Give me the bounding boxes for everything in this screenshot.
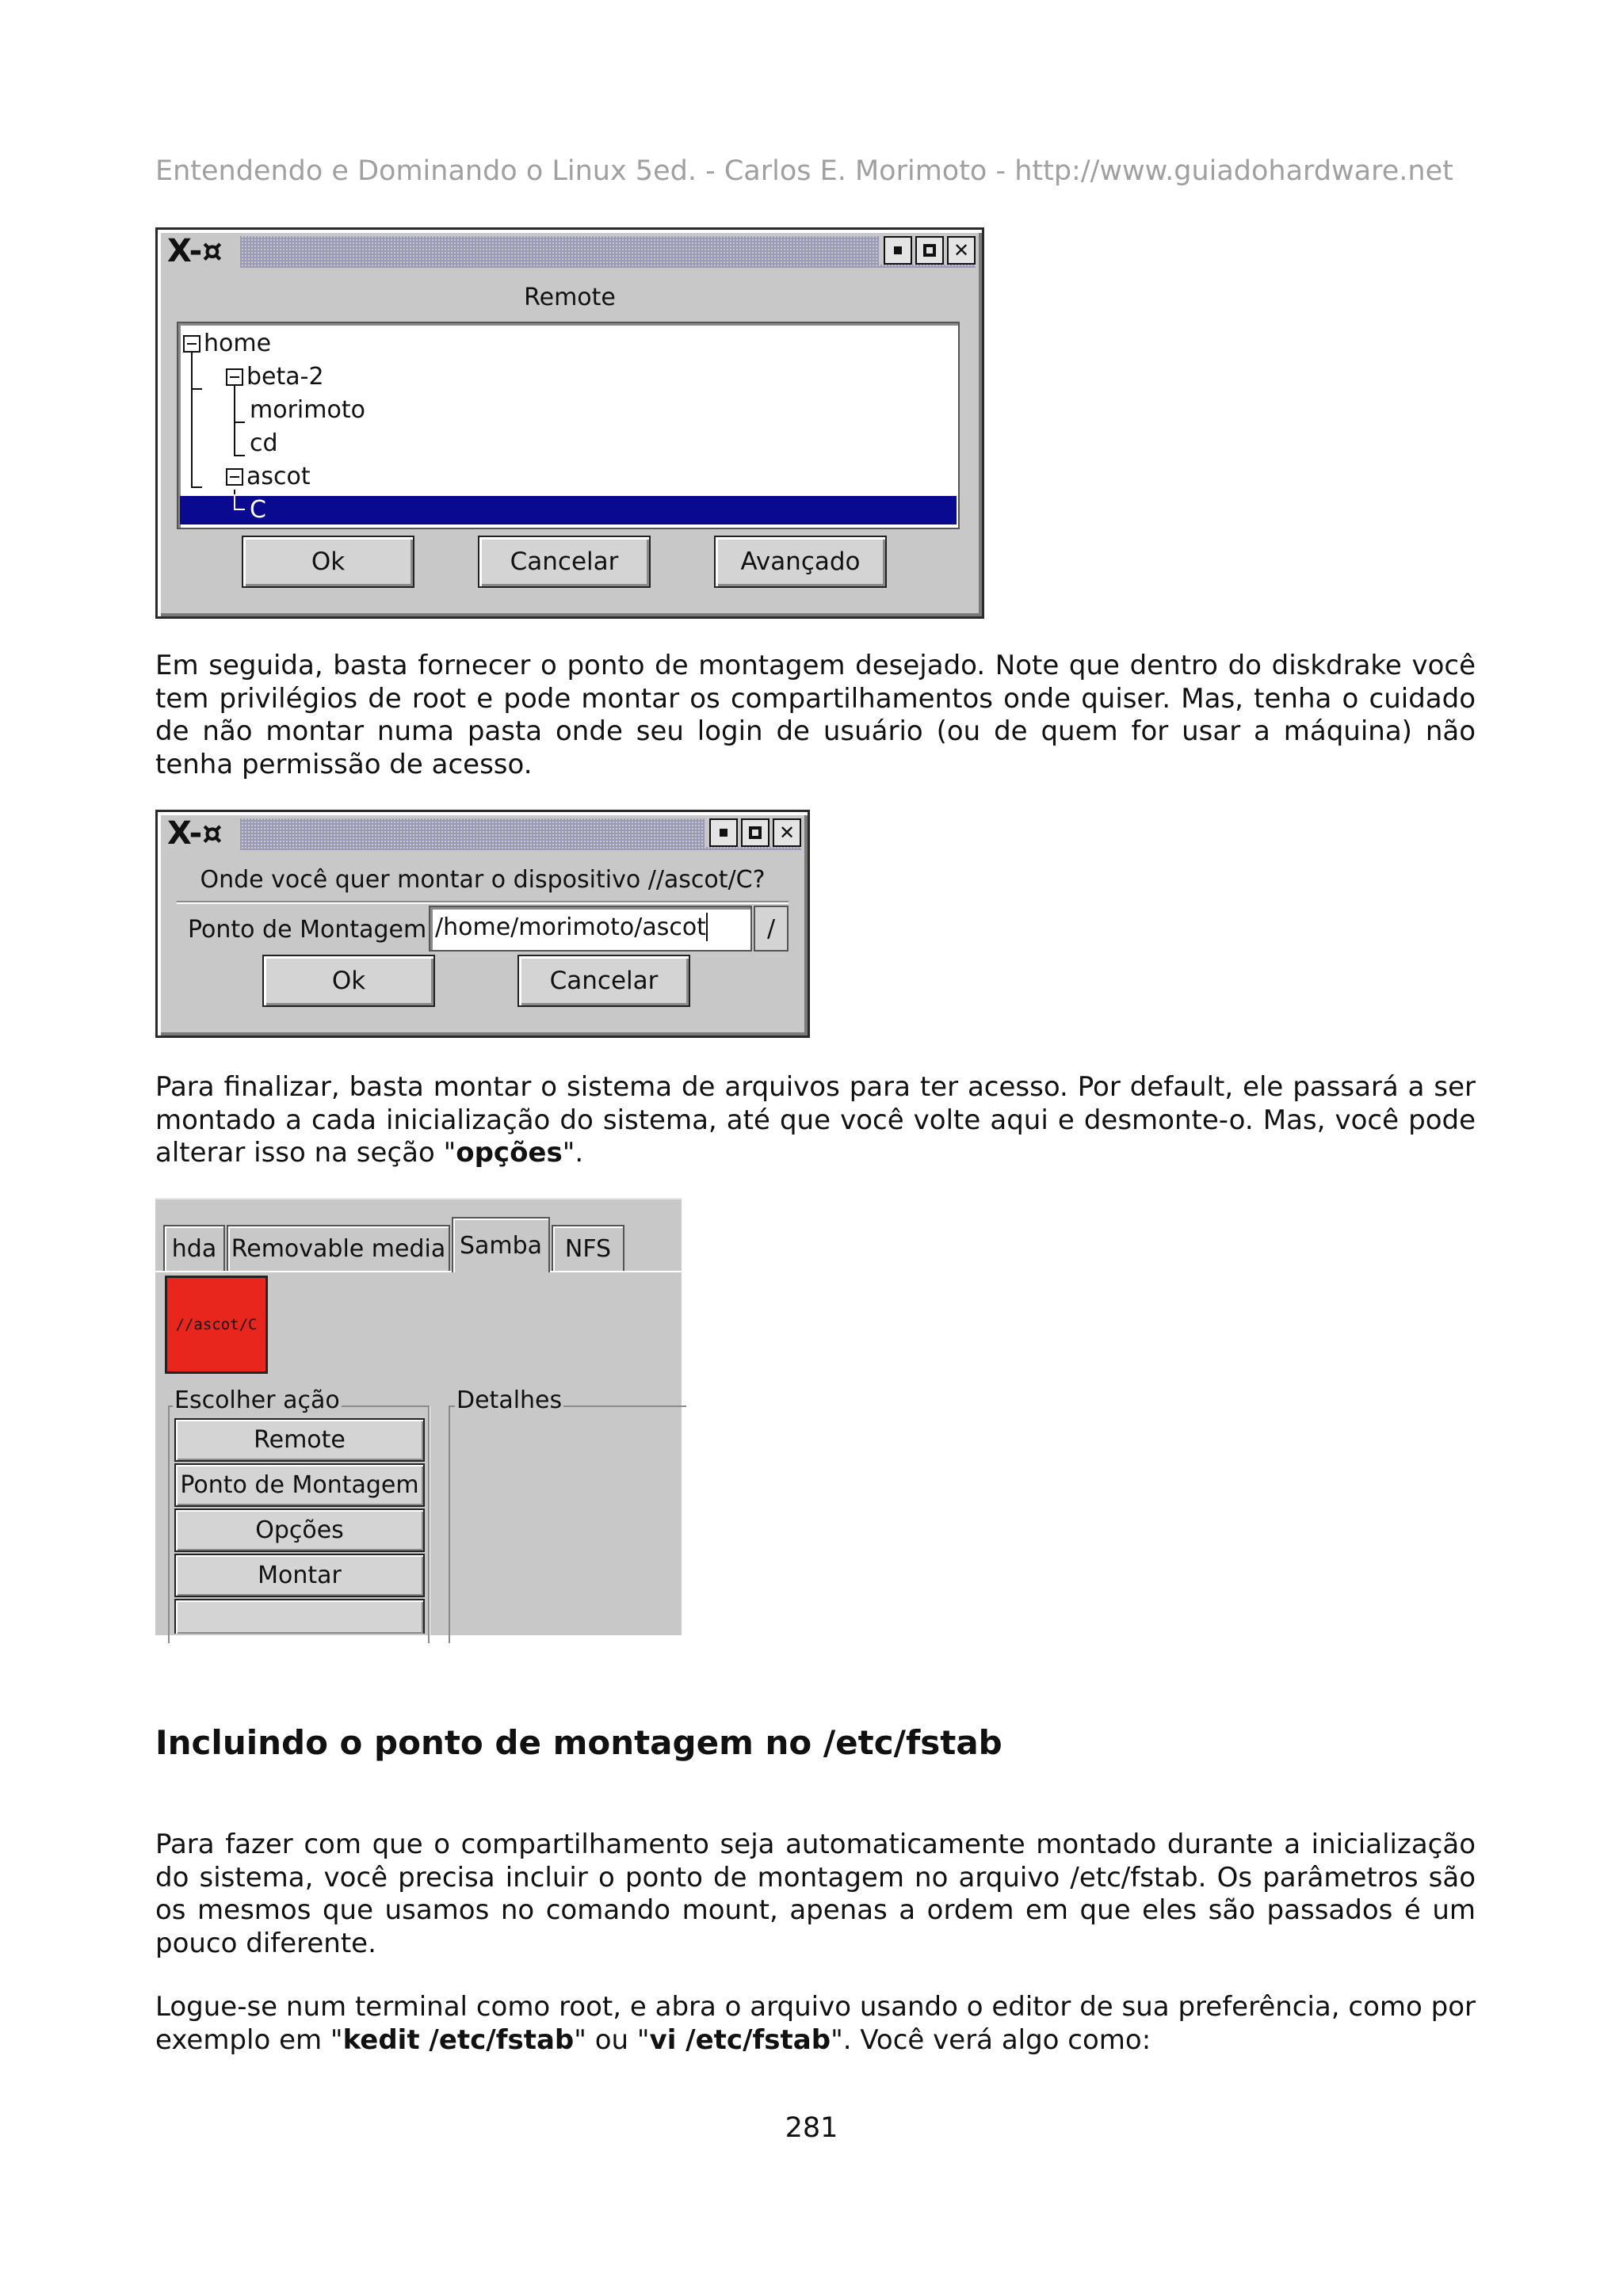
tree-line <box>234 509 245 510</box>
mount-question: Onde você quer montar o dispositivo //ascot/C? <box>200 866 766 894</box>
close-icon[interactable] <box>947 236 976 265</box>
tree-node-label: cd <box>250 429 278 457</box>
collapse-icon[interactable] <box>226 468 243 486</box>
tree-node-cd[interactable] <box>250 428 278 460</box>
tree-line <box>191 388 202 390</box>
collapse-icon[interactable] <box>183 335 200 353</box>
x-logo-icon[interactable]: X-¤ <box>164 818 240 850</box>
paragraph-mount-point: Em seguida, basta fornecer o ponto de montagem desejado. Note que dentro do diskdrake você tem privilégios de root e pode montar os compartilhamentos onde quiser. Mas, tenha o cuidado de não montar numa pasta onde seu login de usuário (ou de quem for usar a máquina) não tenha permissão de acesso. <box>155 650 1476 780</box>
share-label: //ascot/C <box>175 1316 258 1333</box>
tree-node-label: ascot <box>246 463 311 490</box>
remote-dialog-window <box>155 227 984 619</box>
tab-strip-line <box>155 1271 682 1272</box>
bold-vi-command: vi /etc/fstab <box>649 2023 831 2056</box>
remote-button[interactable]: Remote <box>174 1418 425 1462</box>
tree-line <box>234 385 235 456</box>
mount-point-dialog-window <box>155 810 810 1038</box>
empty-action-button[interactable] <box>174 1599 425 1634</box>
tree-node-morimoto[interactable] <box>250 395 365 426</box>
tab-nfs[interactable]: NFS <box>552 1225 624 1271</box>
bold-options: opções <box>456 1137 563 1169</box>
combo-dropdown-icon[interactable]: / <box>754 906 789 952</box>
mount-point-label: Ponto de Montagem <box>188 916 427 944</box>
tree-node-home[interactable] <box>183 328 271 360</box>
share-tree[interactable] <box>177 322 960 529</box>
tree-node-c[interactable] <box>250 494 266 526</box>
close-icon[interactable] <box>773 818 801 847</box>
paragraph-terminal: Logue-se num terminal como root, e abra o arquivo usando o editor de sua preferência, como por exemplo em "kedit /etc/fstab" ou "vi /etc/fstab". Você verá algo como: <box>155 1991 1476 2056</box>
remote-label: Remote <box>524 284 616 311</box>
tree-line <box>234 421 245 423</box>
maximize-icon[interactable] <box>741 818 769 847</box>
tree-line <box>191 486 202 488</box>
details-group-label: Detalhes <box>456 1386 563 1414</box>
title-bar[interactable] <box>164 233 976 269</box>
tree-node-beta-2[interactable] <box>226 361 324 393</box>
tree-line <box>191 350 193 486</box>
tree-node-label: home <box>204 330 272 357</box>
mount-point-button[interactable]: Ponto de Montagem <box>174 1463 425 1507</box>
details-groupbox <box>449 1405 686 1643</box>
text-cursor <box>706 913 708 941</box>
action-group-label: Escolher ação <box>174 1386 340 1414</box>
bold-kedit-command: kedit /etc/fstab <box>342 2023 575 2056</box>
share-block[interactable] <box>165 1276 268 1374</box>
maximize-icon[interactable] <box>915 236 944 265</box>
advanced-button[interactable]: Avançado <box>714 536 887 588</box>
cancel-button[interactable]: Cancelar <box>478 536 651 588</box>
tree-line <box>234 455 245 456</box>
tree-node-label: beta-2 <box>246 363 324 391</box>
page-number: 281 <box>785 2112 838 2144</box>
x-logo-icon[interactable]: X-¤ <box>164 236 240 268</box>
options-button[interactable]: Opções <box>174 1508 425 1552</box>
tree-node-label: C <box>250 496 266 524</box>
separator <box>177 901 789 904</box>
minimize-icon[interactable] <box>884 236 912 265</box>
tree-node-label: morimoto <box>250 396 365 424</box>
minimize-icon[interactable] <box>709 818 738 847</box>
tab-samba[interactable]: Samba <box>452 1217 550 1272</box>
collapse-icon[interactable] <box>226 368 243 386</box>
paragraph-fstab: Para fazer com que o compartilhamento seja automaticamente montado durante a inicialização do sistema, você precisa incluir o ponto de montagem no arquivo /etc/fstab. Os parâmetros são os mesmos que usamos no comando mount, apenas a ordem em que eles são passados é um pouco diferente. <box>155 1829 1476 1959</box>
tab-removable-media[interactable]: Removable media <box>227 1225 450 1271</box>
title-bar[interactable] <box>164 815 801 852</box>
tree-node-ascot[interactable] <box>226 461 311 493</box>
ok-button[interactable]: Ok <box>262 955 435 1007</box>
running-header: Entendendo e Dominando o Linux 5ed. - Carlos E. Morimoto - http://www.guiadohardware.net <box>155 155 1453 187</box>
paragraph-finalize: Para finalizar, basta montar o sistema de arquivos para ter acesso. Por default, ele passará a ser montado a cada inicialização do sistema, até que você volte aqui e desmonte-o. Mas, você pode alterar isso na seção "opções". <box>155 1071 1476 1169</box>
tab-hda[interactable]: hda <box>163 1225 225 1271</box>
tree-line <box>234 494 235 509</box>
section-heading: Incluindo o ponto de montagem no /etc/fstab <box>155 1723 1002 1762</box>
tree-selection-highlight <box>180 496 957 524</box>
cancel-button[interactable]: Cancelar <box>517 955 690 1007</box>
mount-button[interactable]: Montar <box>174 1554 425 1597</box>
mount-point-input[interactable]: /home/morimoto/ascot <box>429 906 752 952</box>
ok-button[interactable]: Ok <box>242 536 414 588</box>
